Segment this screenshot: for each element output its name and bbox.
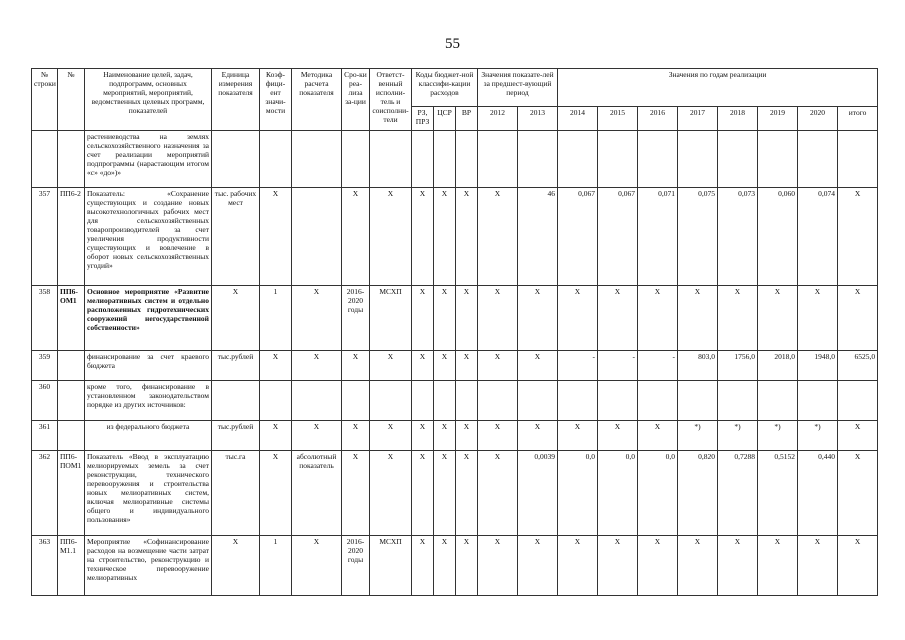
cell-code <box>58 131 85 188</box>
program-table <box>31 68 878 596</box>
header-executor: Ответст-венный исполни-тель и соисполни-тели <box>370 69 412 131</box>
header-year-2015: 2015 <box>598 107 638 131</box>
cell-row-number <box>32 131 58 188</box>
cell-code: ПП6-М1.1 <box>58 536 85 596</box>
cell-2019: 0,5152 <box>758 451 798 536</box>
cell-2013: Х <box>518 351 558 381</box>
cell-unit: тыс.рублей <box>212 421 260 451</box>
cell-2012: Х <box>478 351 518 381</box>
cell-2019: Х <box>758 286 798 351</box>
cell-csr: Х <box>434 421 456 451</box>
cell-code <box>58 381 85 421</box>
cell-executor: Х <box>370 421 412 451</box>
cell-2015: 0,067 <box>598 188 638 286</box>
cell-2018: 1756,0 <box>718 351 758 381</box>
cell-name: растениеводства на землях сельскохозяйственного назначения за счет реализации мероприятий подпрограммы (нарастающим итогом «с» «до»)» <box>85 131 212 188</box>
table-row <box>32 536 878 596</box>
cell-2019: 2018,0 <box>758 351 798 381</box>
cell-unit: тыс.га <box>212 451 260 536</box>
cell-row-number: 363 <box>32 536 58 596</box>
cell-2014: 0,067 <box>558 188 598 286</box>
cell-method: Х <box>292 536 342 596</box>
cell-2019: 0,060 <box>758 188 798 286</box>
cell-name: кроме того, финансирование в установленном законодательством порядке из других источников: <box>85 381 212 421</box>
cell-2016: Х <box>638 421 678 451</box>
cell-2015: Х <box>598 421 638 451</box>
cell-2017: 0,075 <box>678 188 718 286</box>
cell-2019: *) <box>758 421 798 451</box>
cell-2020: 1948,0 <box>798 351 838 381</box>
cell-row-number: 357 <box>32 188 58 286</box>
header-previous-period: Значения показате-лей за предшест-вующий период <box>478 69 558 107</box>
cell-2012: Х <box>478 188 518 286</box>
cell-2012: Х <box>478 286 518 351</box>
cell-coefficient: Х <box>260 451 292 536</box>
cell-name: Мероприятие «Софинансирование расходов на возмещение части затрат на строительство, реконструкцию и техническое перевооружение мелиоративных <box>85 536 212 596</box>
cell-2020: 0,440 <box>798 451 838 536</box>
cell-2016: - <box>638 351 678 381</box>
cell-unit: Х <box>212 536 260 596</box>
cell-2014: Х <box>558 421 598 451</box>
cell-vr: Х <box>456 421 478 451</box>
table-row <box>32 351 878 381</box>
header-code-vr: ВР <box>456 107 478 131</box>
cell-coefficient: 1 <box>260 286 292 351</box>
cell-2013: Х <box>518 536 558 596</box>
cell-rz: Х <box>412 286 434 351</box>
cell-term: 2016-2020 годы <box>342 286 370 351</box>
cell-code: ПП6-ОМ1 <box>58 286 85 351</box>
cell-coefficient: 1 <box>260 536 292 596</box>
cell-2019: Х <box>758 536 798 596</box>
cell-csr: Х <box>434 451 456 536</box>
cell-method: Х <box>292 351 342 381</box>
cell-2014: 0,0 <box>558 451 598 536</box>
cell-code: ПП6-2 <box>58 188 85 286</box>
cell-total: 6525,0 <box>838 351 878 381</box>
cell-csr: Х <box>434 286 456 351</box>
cell-2018: *) <box>718 421 758 451</box>
cell-2015: 0,0 <box>598 451 638 536</box>
header-year-2014: 2014 <box>558 107 598 131</box>
header-year-2019: 2019 <box>758 107 798 131</box>
cell-2018: 0,073 <box>718 188 758 286</box>
cell-unit: тыс. рабочих мест <box>212 188 260 286</box>
cell-coefficient: Х <box>260 421 292 451</box>
cell-executor: Х <box>370 451 412 536</box>
cell-2018: Х <box>718 286 758 351</box>
cell-row-number: 362 <box>32 451 58 536</box>
cell-2017: Х <box>678 536 718 596</box>
cell-method <box>292 188 342 286</box>
header-code-csr: ЦСР <box>434 107 456 131</box>
cell-2015: - <box>598 351 638 381</box>
cell-total: Х <box>838 286 878 351</box>
cell-rz: Х <box>412 536 434 596</box>
header-year-2020: 2020 <box>798 107 838 131</box>
cell-row-number: 359 <box>32 351 58 381</box>
cell-2020: *) <box>798 421 838 451</box>
cell-2012: Х <box>478 536 518 596</box>
cell-2020: Х <box>798 286 838 351</box>
cell-unit: тыс.рублей <box>212 351 260 381</box>
cell-method: Х <box>292 421 342 451</box>
cell-2016: 0,0 <box>638 451 678 536</box>
header-year-2018: 2018 <box>718 107 758 131</box>
cell-csr: Х <box>434 188 456 286</box>
cell-2017: 0,820 <box>678 451 718 536</box>
cell-name: из федерального бюджета <box>85 421 212 451</box>
table-row <box>32 188 878 286</box>
cell-2013: 46 <box>518 188 558 286</box>
cell-vr: Х <box>456 286 478 351</box>
header-year-2012: 2012 <box>478 107 518 131</box>
cell-2016: Х <box>638 536 678 596</box>
header-budget-codes: Коды бюджет-ной классифи-кации расходов <box>412 69 478 107</box>
header-year-2017: 2017 <box>678 107 718 131</box>
cell-2012: Х <box>478 421 518 451</box>
cell-2013: Х <box>518 286 558 351</box>
cell-2018: Х <box>718 536 758 596</box>
cell-term: Х <box>342 421 370 451</box>
table-row <box>32 286 878 351</box>
table-row <box>32 131 878 188</box>
page-number: 55 <box>445 36 460 52</box>
header-term: Сро-ки реа-лиза за-ции <box>342 69 370 131</box>
cell-term: 2016-2020 годы <box>342 536 370 596</box>
cell-csr: Х <box>434 351 456 381</box>
cell-2014: - <box>558 351 598 381</box>
header-name: Наименование целей, задач, подпрограмм, основных мероприятий, мероприятий, ведомственных целевых программ, показателей <box>85 69 212 131</box>
header-row-number: № строки <box>32 69 58 131</box>
header-years-title: Значения по годам реализации <box>558 69 878 107</box>
cell-vr: Х <box>456 451 478 536</box>
cell-coefficient: Х <box>260 188 292 286</box>
cell-2013: Х <box>518 421 558 451</box>
cell-row-number: 360 <box>32 381 58 421</box>
table-row <box>32 451 878 536</box>
cell-2016: 0,071 <box>638 188 678 286</box>
cell-rz: Х <box>412 451 434 536</box>
cell-term: Х <box>342 351 370 381</box>
cell-total: Х <box>838 188 878 286</box>
cell-total: Х <box>838 536 878 596</box>
cell-2013: 0,0039 <box>518 451 558 536</box>
cell-executor: МСХП <box>370 536 412 596</box>
cell-row-number: 358 <box>32 286 58 351</box>
cell-code <box>58 351 85 381</box>
cell-method: Х <box>292 286 342 351</box>
cell-vr: Х <box>456 188 478 286</box>
cell-rz: Х <box>412 188 434 286</box>
cell-vr: Х <box>456 536 478 596</box>
cell-name: Показатель «Ввод в эксплуатацию мелиорируемых земель за счет реконструкции, технического перевооружения и строительства новых мелиоративных систем, включая мелиоративные системы общего и индивидуального пользования» <box>85 451 212 536</box>
cell-total: Х <box>838 421 878 451</box>
cell-executor: Х <box>370 188 412 286</box>
table-row <box>32 381 878 421</box>
cell-2020: 0,074 <box>798 188 838 286</box>
cell-2017: Х <box>678 286 718 351</box>
cell-vr: Х <box>456 351 478 381</box>
header-unit: Единица измерения показателя <box>212 69 260 131</box>
cell-2014: Х <box>558 286 598 351</box>
cell-code: ПП6-ПОМ1 <box>58 451 85 536</box>
cell-term: Х <box>342 188 370 286</box>
cell-2015: Х <box>598 536 638 596</box>
cell-2017: *) <box>678 421 718 451</box>
cell-name: Основное мероприятие «Развитие мелиоративных систем и отдельно расположенных гидротехнических сооружений негосударственной собственности» <box>85 286 212 351</box>
header-code-rz: РЗ, ПРЗ <box>412 107 434 131</box>
cell-rz: Х <box>412 421 434 451</box>
cell-csr: Х <box>434 536 456 596</box>
cell-name: финансирование за счет краевого бюджета <box>85 351 212 381</box>
cell-rz: Х <box>412 351 434 381</box>
cell-2014: Х <box>558 536 598 596</box>
cell-2020: Х <box>798 536 838 596</box>
header-total: итого <box>838 107 878 131</box>
header-coefficient: Коэф-фици-ент значи-мости <box>260 69 292 131</box>
cell-2017: 803,0 <box>678 351 718 381</box>
cell-2016: Х <box>638 286 678 351</box>
cell-name: Показатель: «Сохранение существующих и создание новых высокотехнологичных рабочих мест для сельскохозяйственных товаропроизводителей за счет увеличения продуктивности существующих и вовлечение в оборот новых сельскохозяйственных угодий» <box>85 188 212 286</box>
cell-method: абсолютный показатель <box>292 451 342 536</box>
cell-unit: Х <box>212 286 260 351</box>
header-year-2013: 2013 <box>518 107 558 131</box>
header-year-2016: 2016 <box>638 107 678 131</box>
cell-executor: МСХП <box>370 286 412 351</box>
cell-executor: Х <box>370 351 412 381</box>
cell-code <box>58 421 85 451</box>
cell-2018: 0,7288 <box>718 451 758 536</box>
cell-2012: Х <box>478 451 518 536</box>
header-method: Методика расчета показателя <box>292 69 342 131</box>
cell-term: Х <box>342 451 370 536</box>
cell-row-number: 361 <box>32 421 58 451</box>
header-number: № <box>58 69 85 131</box>
table-row <box>32 421 878 451</box>
cell-total: Х <box>838 451 878 536</box>
cell-coefficient: Х <box>260 351 292 381</box>
cell-2015: Х <box>598 286 638 351</box>
